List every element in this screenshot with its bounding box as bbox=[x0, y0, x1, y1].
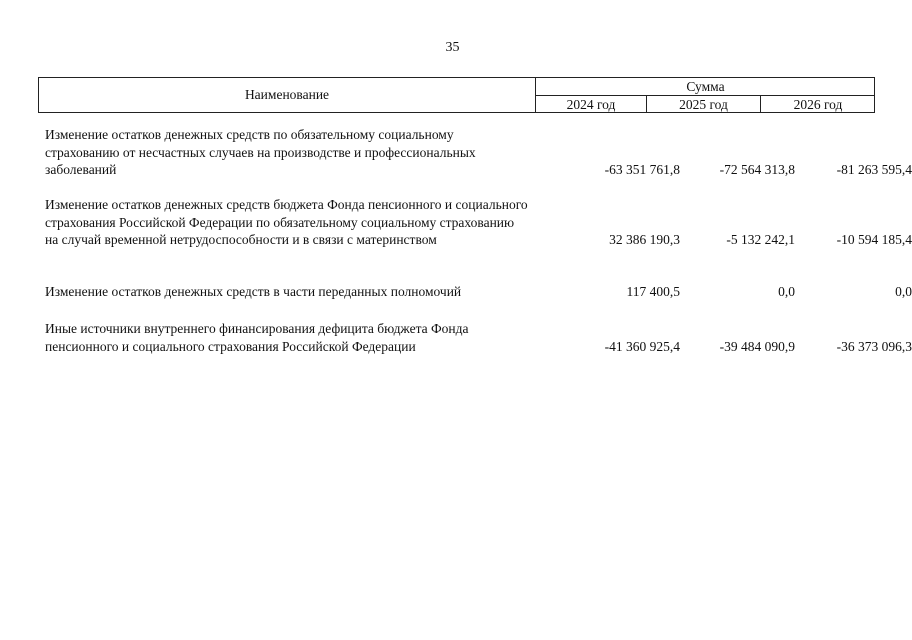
page-number: 35 bbox=[445, 40, 460, 55]
row-label: Изменение остатков денежных средств в части переданных полномочий bbox=[45, 284, 462, 299]
row-value-2024: 117 400,5 bbox=[626, 284, 680, 299]
row-value-2026: -81 263 595,4 bbox=[836, 162, 912, 177]
row-value-2025: -5 132 242,1 bbox=[726, 232, 795, 247]
row-value-2024: -41 360 925,4 bbox=[604, 338, 680, 354]
table-row bbox=[45, 126, 912, 179]
row-label: Изменение остатков денежных средств по обязательному социальному страхованию от несчастных случаев на производстве и профессиональных заболеваний bbox=[45, 127, 476, 177]
row-label: Изменение остатков денежных средств бюджета Фонда пенсионного и социального страхования Российской Федерации по обязательному социальному страхованию на случай временной нетрудоспособности и в связи с материнством bbox=[45, 197, 528, 247]
table-row bbox=[45, 283, 912, 301]
table-row bbox=[45, 196, 912, 249]
row-value-2025: 0,0 bbox=[778, 284, 795, 299]
row-value-2025: -72 564 313,8 bbox=[719, 162, 795, 177]
row-value-2025: -39 484 090,9 bbox=[719, 338, 795, 354]
row-value-2026: -36 373 096,3 bbox=[836, 338, 912, 354]
header-year-2024: 2024 год bbox=[566, 97, 616, 112]
header-year-2026: 2026 год bbox=[760, 96, 875, 113]
row-value-2026: -10 594 185,4 bbox=[836, 232, 912, 247]
header-years bbox=[536, 96, 875, 113]
header-sum-column: Сумма bbox=[536, 78, 875, 96]
header-name-column: Наименование bbox=[244, 87, 330, 102]
row-value-2026: 0,0 bbox=[895, 284, 912, 299]
table-row bbox=[45, 320, 912, 355]
header-year-2025: 2025 год bbox=[646, 96, 760, 113]
row-value-2024: 32 386 190,3 bbox=[609, 232, 680, 247]
row-value-2024: -63 351 761,8 bbox=[604, 162, 680, 177]
row-label: Иные источники внутреннего финансирования дефицита бюджета Фонда пенсионного и социального страхования Российской Федерации bbox=[45, 321, 469, 354]
header-sum-block bbox=[535, 78, 875, 112]
table-header bbox=[38, 77, 875, 113]
